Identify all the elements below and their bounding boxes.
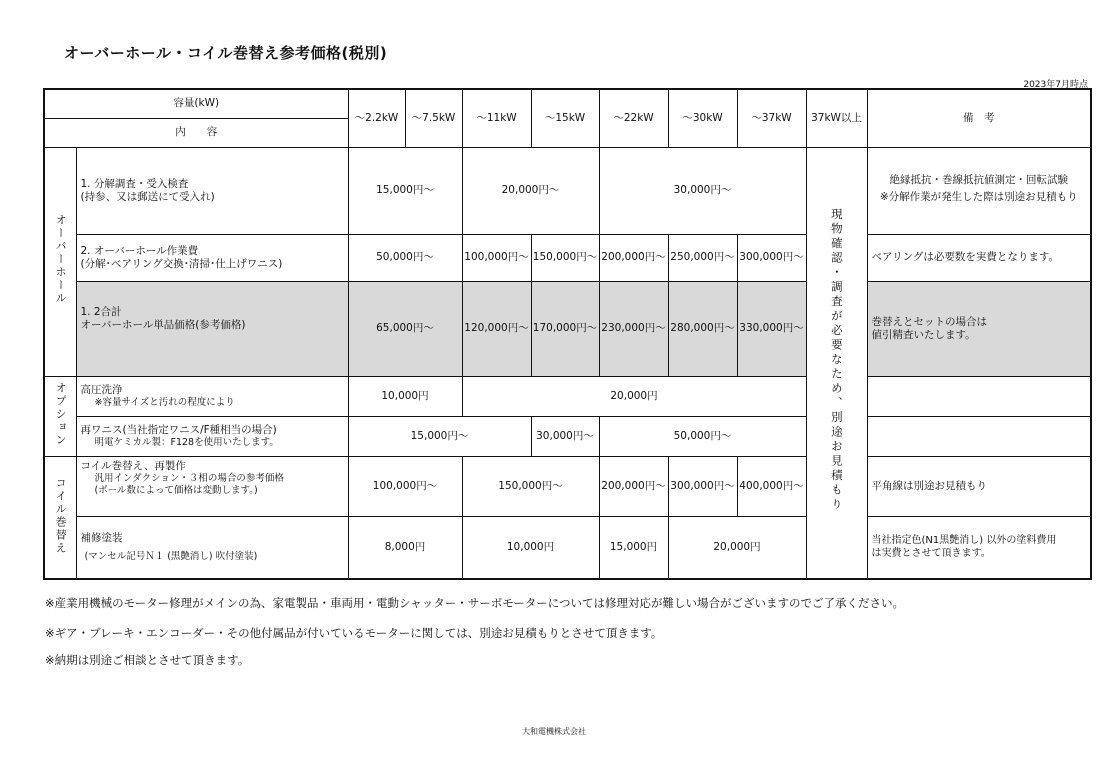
company-name: 大和電機株式会社 [522, 727, 586, 736]
section-overhaul: オーバーホール [44, 147, 76, 376]
price-cell: 50,000円～ [599, 417, 806, 457]
rewind-remark: 平角線は別途お見積もり [867, 457, 1091, 517]
price-cell: 10,000円 [462, 517, 599, 579]
price-cell: 20,000円 [462, 377, 806, 417]
footnote: ※納期は別途ご相談とさせて頂きます。 [45, 653, 250, 667]
capacity-header: 容量(kW) [44, 89, 348, 118]
price-cell: 280,000円～ [668, 281, 737, 376]
overhaul-work-remark: ベアリングは必要数を実費となります。 [867, 234, 1091, 281]
inspection-remark: 絶縁抵抗・巻線抵抗値測定・回転試験 ※分解作業が発生した際は別途お見積もり [867, 147, 1091, 234]
col-header-2-2kw: ～2.2kW [348, 89, 405, 147]
price-cell: 20,000円～ [462, 147, 599, 234]
col-header-15kw: ～15kW [531, 89, 599, 147]
price-cell: 230,000円～ [599, 281, 668, 376]
page-title: オーバーホール・コイル巻替え参考価格(税別) [64, 44, 388, 62]
price-cell: 30,000円～ [531, 417, 599, 457]
painting-remark: 当社指定色(N1黒艶消し) 以外の塗料費用 は実費とさせて頂きます。 [867, 517, 1091, 579]
col-header-22kw: ～22kW [599, 89, 668, 147]
price-cell: 10,000円 [348, 377, 462, 417]
overhaul-work-label: 2. オーバーホール作業費 (分解･ベアリング交換･清掃･仕上げワニス) [76, 234, 348, 281]
price-cell: 330,000円～ [737, 281, 806, 376]
varnish-remark [867, 417, 1091, 457]
price-cell: 100,000円～ [348, 457, 462, 517]
price-cell: 200,000円～ [599, 234, 668, 281]
price-cell: 150,000円～ [531, 234, 599, 281]
footnote: ※産業用機械のモーター修理がメインの為、家電製品・車両用・電動シャッター・サーボモーターについては修理対応が難しい場合がございますのでご了承ください。 [45, 596, 905, 610]
price-cell: 300,000円～ [737, 234, 806, 281]
col-header-11kw: ～11kW [462, 89, 531, 147]
col-header-7-5kw: ～7.5kW [405, 89, 462, 147]
varnish-label: 再ワニス(当社指定ワニス/F種相当の場合) 明電ケミカル製：F128を使用いたします。 [76, 417, 348, 457]
price-cell: 20,000円 [668, 517, 806, 579]
total-remark: 巻替えとセットの場合は 値引精査いたします。 [867, 281, 1091, 376]
washing-label: 高圧洗浄 ※容量サイズと汚れの程度により [76, 377, 348, 417]
washing-remark [867, 377, 1091, 417]
col-header-30kw: ～30kW [668, 89, 737, 147]
price-cell: 150,000円～ [462, 457, 599, 517]
over-37kw-note: 現物確認・調査が必要なため、別途お見積もり [806, 147, 867, 579]
rewind-label: コイル巻替え、再製作 汎用インダクション・３相の場合の参考価格 (ポール数によって価格は変動します。) [76, 457, 348, 517]
price-cell: 30,000円～ [599, 147, 806, 234]
price-cell: 400,000円～ [737, 457, 806, 517]
section-option: オプション [44, 377, 76, 457]
price-cell: 8,000円 [348, 517, 462, 579]
content-header: 内 容 [44, 118, 348, 147]
price-cell: 250,000円～ [668, 234, 737, 281]
painting-label: 補修塗装 (マンセル記号Ｎ１ (黒艶消し) 吹付塗装) [76, 517, 348, 579]
col-header-37kw: ～37kW [737, 89, 806, 147]
total-label: 1. 2合計 オーバーホール単品価格(参考価格) [76, 281, 348, 376]
price-cell: 15,000円～ [348, 147, 462, 234]
as-of-date: 2023年7月時点 [1023, 80, 1088, 90]
price-cell: 200,000円～ [599, 457, 668, 517]
inspection-label: 1. 分解調査・受入検査 (持参、又は郵送にて受入れ) [76, 147, 348, 234]
price-table [43, 88, 1092, 580]
remarks-header: 備 考 [867, 89, 1091, 147]
col-header-over-37kw: 37kW以上 [806, 89, 867, 147]
price-cell: 300,000円～ [668, 457, 737, 517]
price-cell: 15,000円～ [348, 417, 531, 457]
price-cell: 120,000円～ [462, 281, 531, 376]
price-cell: 100,000円～ [462, 234, 531, 281]
footnote: ※ギア・ブレーキ・エンコーダー・その他付属品が付いているモーターに関しては、別途お見積もりとさせて頂きます。 [45, 626, 663, 640]
section-coil: コイル巻替え [44, 457, 76, 579]
price-cell: 170,000円～ [531, 281, 599, 376]
price-cell: 65,000円～ [348, 281, 462, 376]
price-cell: 15,000円 [599, 517, 668, 579]
price-cell: 50,000円～ [348, 234, 462, 281]
